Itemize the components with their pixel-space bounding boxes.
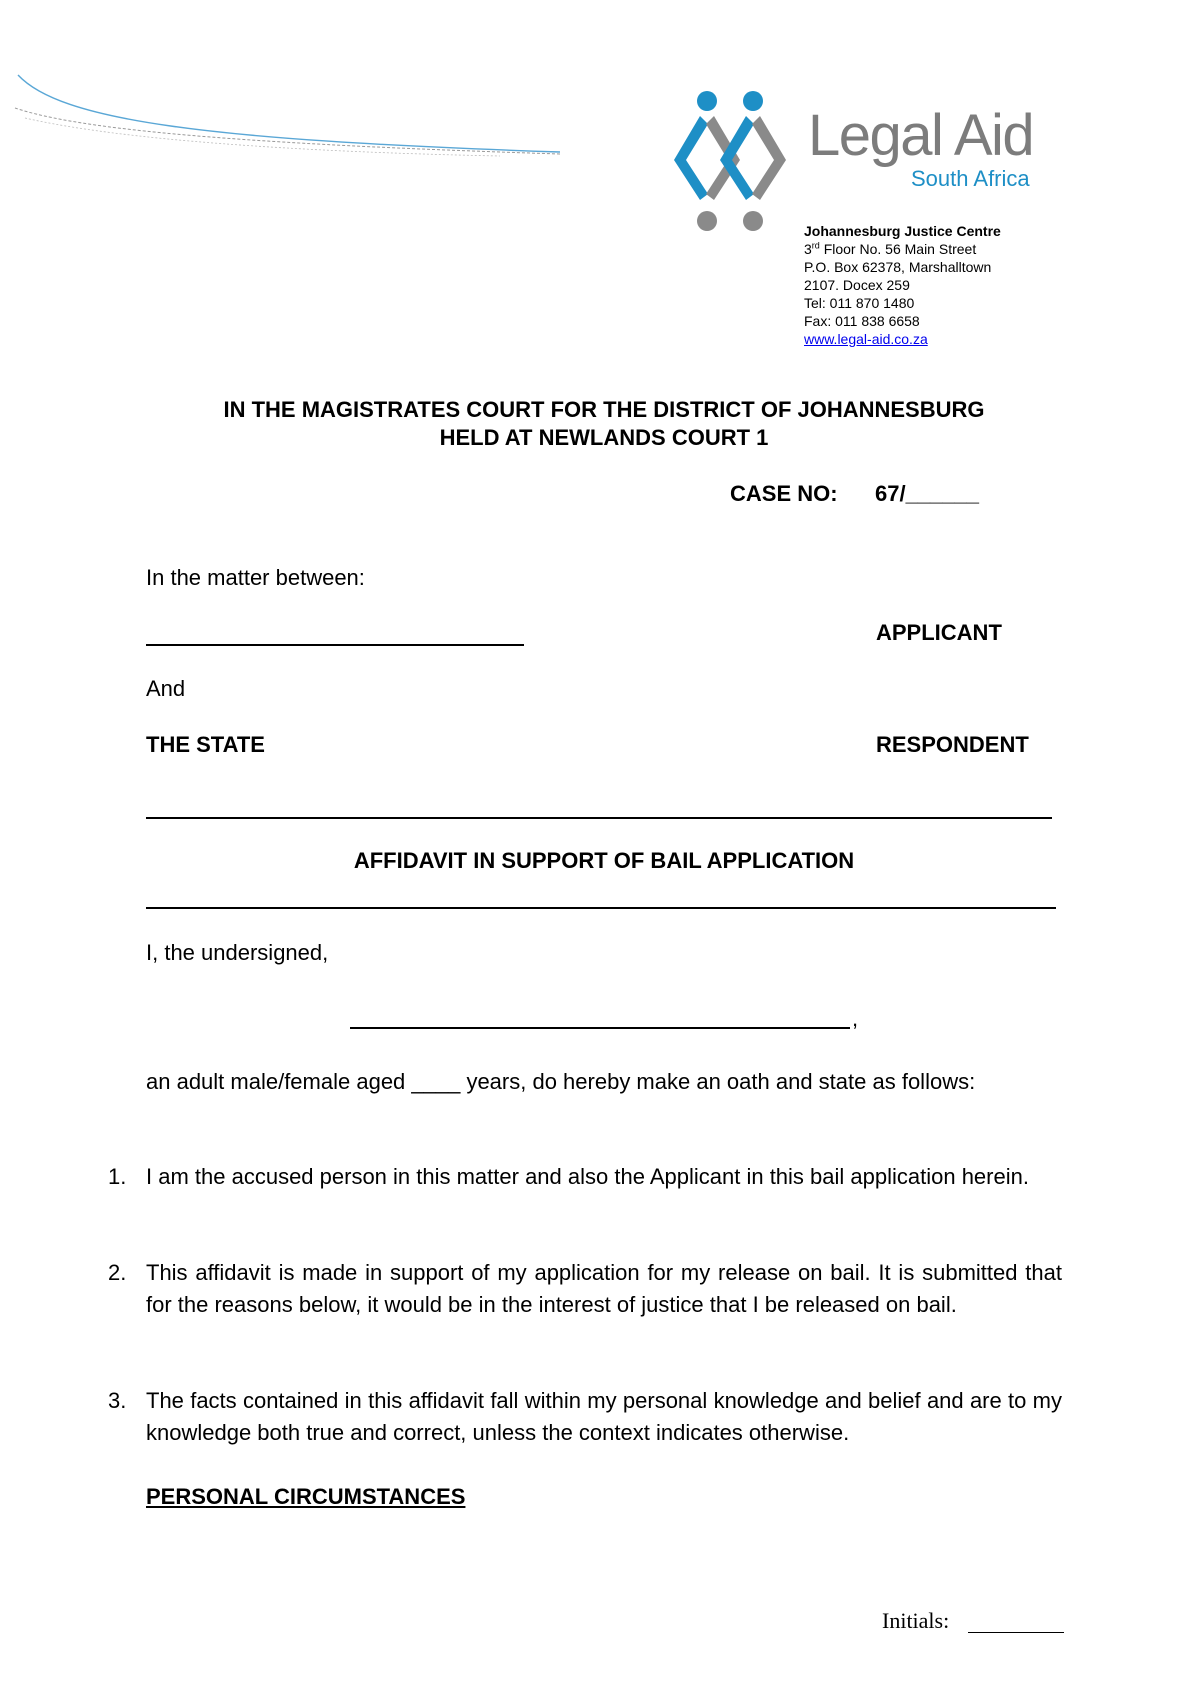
court-heading: IN THE MAGISTRATES COURT FOR THE DISTRICT OF JOHANNESBURG xyxy=(223,397,985,422)
website-link[interactable]: www.legal-aid.co.za xyxy=(804,331,928,347)
item-text-3: The facts contained in this affidavit fall within my personal knowledge and belief and are to my knowledge both true and correct, unless the context indicates otherwise. xyxy=(146,1388,1062,1445)
applicant-name-line[interactable] xyxy=(146,644,524,646)
undersigned-text: I, the undersigned, xyxy=(146,940,329,965)
item-text-2: This affidavit is made in support of my application for my release on bail. It is submitted that for the reasons below, it would be in the interest of justice that I be released on bail. xyxy=(146,1260,1062,1317)
title-underline xyxy=(146,907,1056,909)
address-po-box: P.O. Box 62378, Marshalltown xyxy=(804,259,992,275)
court-held-at: HELD AT NEWLANDS COURT 1 xyxy=(439,425,769,450)
header-swoosh-decoration xyxy=(0,60,580,180)
address-tel: Tel: 011 870 1480 xyxy=(804,295,915,311)
item-number-1: 1. xyxy=(108,1164,127,1189)
personal-circumstances-heading: PERSONAL CIRCUMSTANCES xyxy=(146,1484,466,1509)
the-state: THE STATE xyxy=(146,732,265,757)
initials-label: Initials: xyxy=(882,1608,950,1633)
respondent-label: RESPONDENT xyxy=(876,732,1029,757)
deponent-name-line[interactable] xyxy=(350,1027,850,1029)
item-number-3: 3. xyxy=(108,1388,127,1413)
oath-intro-paragraph: an adult male/female aged ____ years, do hereby make an oath and state as follows: xyxy=(146,1069,976,1094)
case-number-value: 67/______ xyxy=(875,481,979,506)
initials-line[interactable] xyxy=(968,1632,1064,1633)
address-fax: Fax: 011 838 6658 xyxy=(804,313,920,329)
address-postal: 2107. Docex 259 xyxy=(804,277,910,293)
separator-line xyxy=(146,817,1052,819)
item-number-2: 2. xyxy=(108,1260,127,1285)
logo-title: Legal Aid xyxy=(808,103,1034,168)
applicant-label: APPLICANT xyxy=(876,620,1002,645)
justice-centre-name: Johannesburg Justice Centre xyxy=(804,223,1001,239)
legal-aid-logo-icon xyxy=(670,90,800,235)
affidavit-title: AFFIDAVIT IN SUPPORT OF BAIL APPLICATION xyxy=(353,848,855,873)
name-line-comma: , xyxy=(852,1006,859,1031)
matter-between: In the matter between: xyxy=(146,565,365,590)
address-floor: 3rd Floor No. 56 Main Street xyxy=(804,240,977,257)
case-number-label: CASE NO: xyxy=(730,481,838,506)
item-text-1: I am the accused person in this matter and also the Applicant in this bail application herein. xyxy=(146,1164,1029,1189)
and-text: And xyxy=(146,676,186,701)
logo-subtitle: South Africa xyxy=(911,166,1030,191)
